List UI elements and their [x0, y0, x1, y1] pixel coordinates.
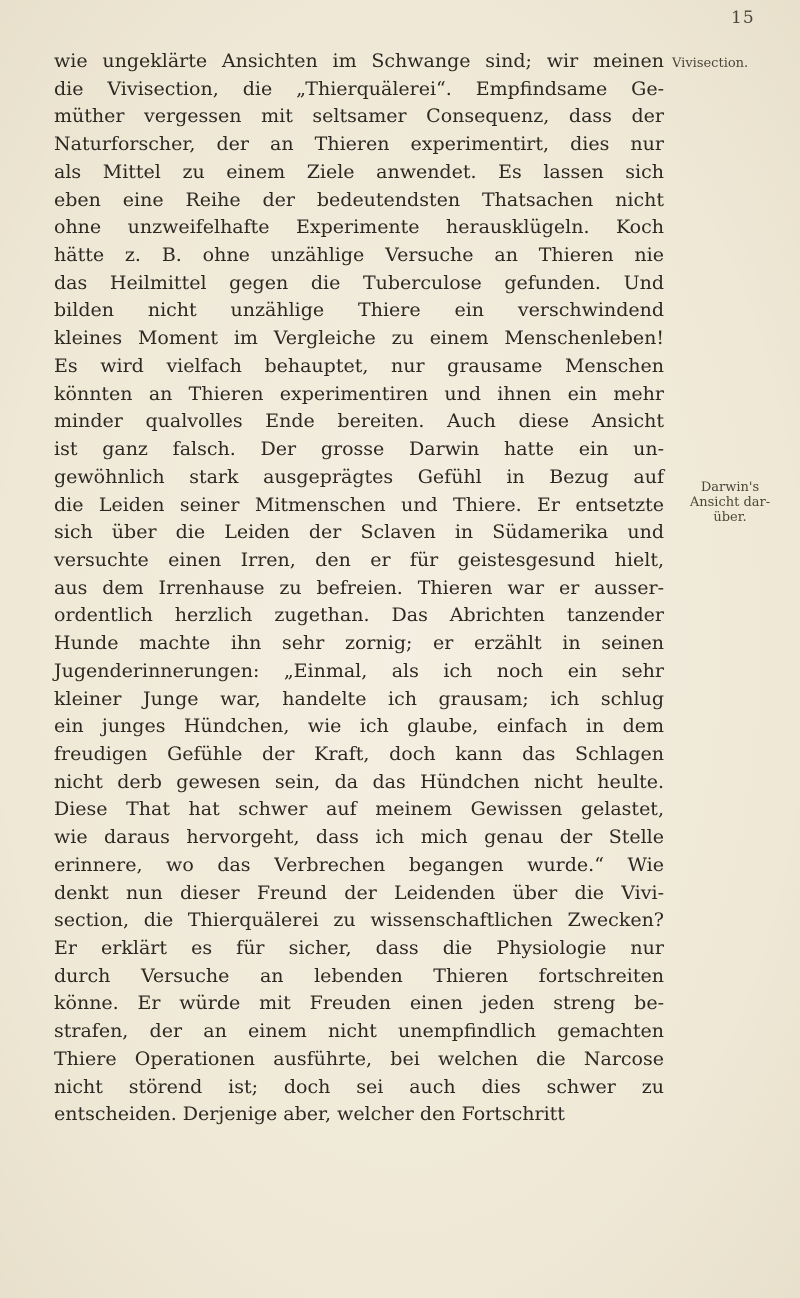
text-line: könne. Er würde mit Freuden einen jeden streng be- — [54, 992, 664, 1015]
text-line: bilden nicht unzählige Thiere ein verschwindend — [54, 299, 664, 322]
text-line: wie daraus hervorgeht, dass ich mich genau der Stelle — [54, 826, 664, 849]
text-line: ein junges Hündchen, wie ich glaube, einfach in dem — [54, 715, 664, 738]
text-line: könnten an Thieren experimentiren und ihnen ein mehr — [54, 382, 664, 405]
text-line: erinnere, wo das Verbrechen begangen wurde.“ Wie — [54, 853, 664, 876]
text-line: freudigen Gefühle der Kraft, doch kann das Schlagen — [54, 742, 664, 765]
text-line: section, die Thierquälerei zu wissenschaftlichen Zwecken? — [54, 909, 664, 932]
text-line: das Heilmittel gegen die Tuberculose gefunden. Und — [54, 271, 664, 294]
text-line: Diese That hat schwer auf meinem Gewissen gelastet, — [54, 798, 664, 821]
text-line: hätte z. B. ohne unzählige Versuche an Thieren nie — [54, 244, 664, 267]
text-line: nicht störend ist; doch sei auch dies schwer zu — [54, 1075, 664, 1098]
text-line: entscheiden. Derjenige aber, welcher den Fortschritt — [54, 1103, 565, 1126]
text-line: denkt nun dieser Freund der Leidenden über die Vivi- — [54, 881, 664, 904]
text-line: die Vivisection, die „Thierquälerei“. Empfindsame Ge- — [54, 77, 664, 100]
text-line: Jugenderinnerungen: „Einmal, als ich noch ein sehr — [54, 659, 664, 682]
text-line: durch Versuche an lebenden Thieren fortschreiten — [54, 964, 664, 987]
text-line: minder qualvolles Ende bereiten. Auch diese Ansicht — [54, 410, 664, 433]
text-line: strafen, der an einem nicht unempfindlich gemachten — [54, 1020, 664, 1043]
text-line: versuchte einen Irren, den er für geistesgesund hielt, — [54, 548, 664, 571]
text-line: kleines Moment im Vergleiche zu einem Menschenleben! — [54, 327, 664, 350]
margin-note-darwin-line: Darwin's — [700, 480, 760, 495]
body-text — [54, 48, 664, 1129]
text-line: die Leiden seiner Mitmenschen und Thiere. Er entsetzte — [54, 493, 664, 516]
text-line: eben eine Reihe der bedeutendsten Thatsachen nicht — [54, 188, 664, 211]
text-line: sich über die Leiden der Sclaven in Südamerika und — [54, 521, 664, 544]
margin-note-vivisection: Vivisection. — [672, 56, 749, 71]
text-line: nicht derb gewesen sein, da das Hündchen nicht heulte. — [54, 770, 664, 793]
text-line: Hunde machte ihn sehr zornig; er erzählt in seinen — [54, 632, 664, 655]
text-line: als Mittel zu einem Ziele anwendet. Es lassen sich — [54, 160, 664, 183]
text-line: ist ganz falsch. Der grosse Darwin hatte ein un- — [54, 438, 664, 461]
text-line: ordentlich herzlich zugethan. Das Abrichten tanzender — [54, 604, 664, 627]
text-line: kleiner Junge war, handelte ich grausam; ich schlug — [54, 687, 664, 710]
text-line: gewöhnlich stark ausgeprägtes Gefühl in Bezug auf — [54, 465, 664, 488]
text-line: Naturforscher, der an Thieren experimentirt, dies nur — [54, 133, 664, 156]
margin-note-darwin-line: Ansicht dar- — [689, 495, 771, 510]
text-line: Er erklärt es für sicher, dass die Physiologie nur — [54, 937, 664, 959]
text-line: Thiere Operationen ausführte, bei welchen die Narcose — [54, 1047, 664, 1070]
text-line: Es wird vielfach behauptet, nur grausame Menschen — [54, 354, 664, 377]
page-number: 15 — [731, 8, 755, 28]
text-line: wie ungeklärte Ansichten im Schwange sind; wir meinen — [54, 50, 664, 72]
margin-note-darwin-line: über. — [713, 510, 747, 525]
text-line: müther vergessen mit seltsamer Consequenz, dass der — [54, 105, 664, 128]
text-line: aus dem Irrenhause zu befreien. Thieren war er ausser- — [54, 576, 664, 599]
margin-note-darwin — [670, 480, 790, 525]
text-line: ohne unzweifelhafte Experimente herausklügeln. Koch — [54, 216, 664, 239]
